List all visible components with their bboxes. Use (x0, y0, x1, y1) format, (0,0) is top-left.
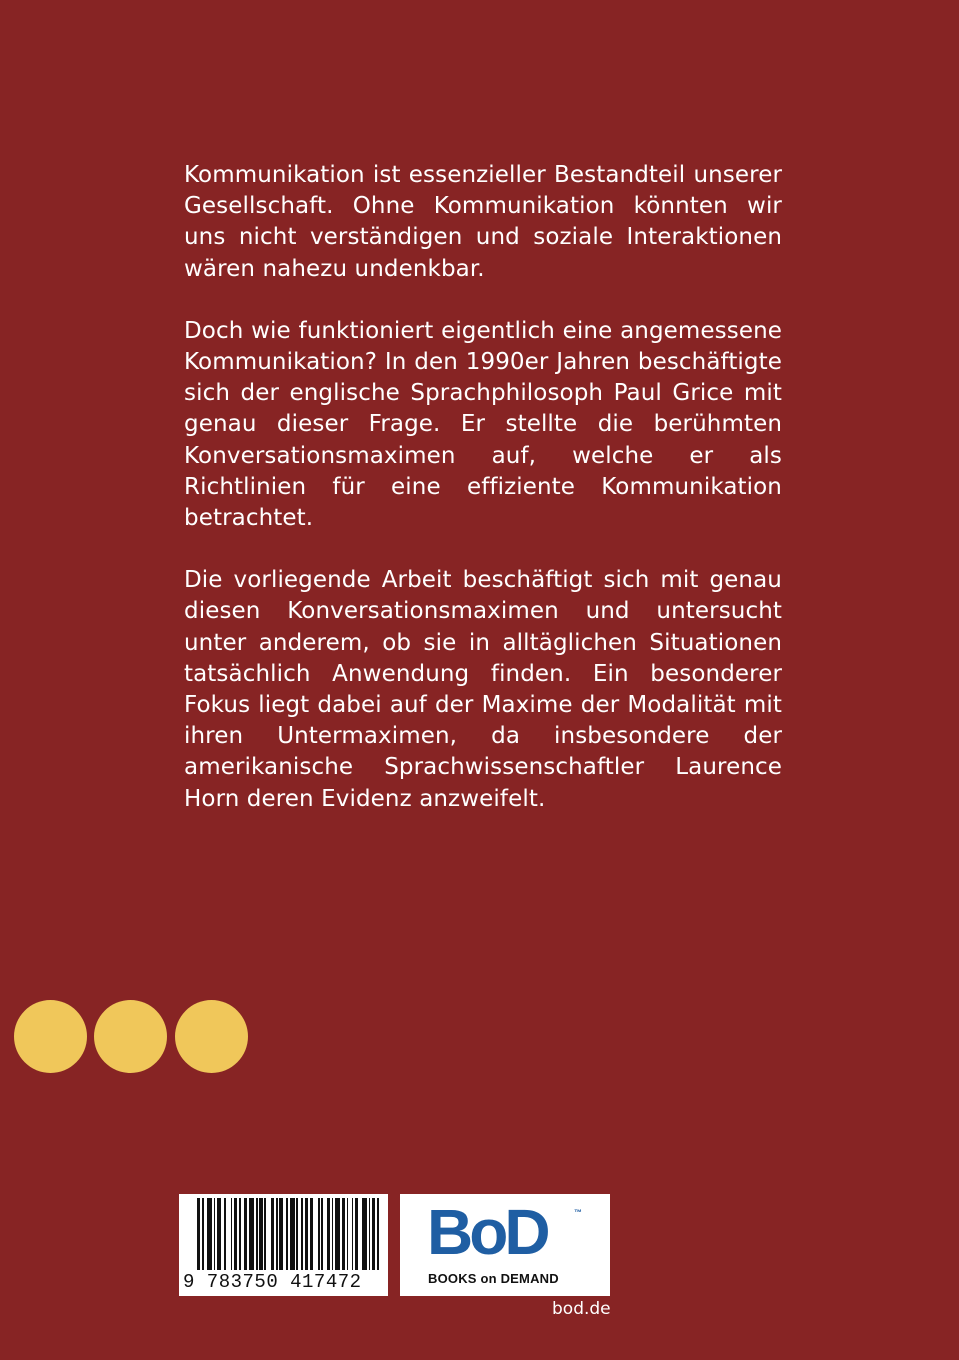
dot-circle-icon (14, 1000, 87, 1073)
publisher-tagline: BOOKS on DEMAND (428, 1271, 559, 1286)
blurb-paragraph-2: Doch wie funktioniert eigentlich eine angemessene Kommunikation? In den 1990er Jahren beschäftigte sich der englische Sprachphilosoph Paul Grice mit genau dieser Frage. Er stellte die berühmten Konversationsmaximen auf, welche er als Richtlinien für eine effiziente Kommunikation betrachtet. (184, 317, 782, 532)
barcode-digits: 9 783750 417472 (183, 1271, 362, 1293)
trademark-mark: ™ (574, 1208, 582, 1217)
decorative-dots (14, 1000, 254, 1073)
bod-logo: BoD (427, 1196, 547, 1268)
blurb-paragraph-3: Die vorliegende Arbeit beschäftigt sich mit genau diesen Konversationsmaximen und untersucht unter anderem, ob sie in alltäglichen Situationen tatsächlich Anwendung finden. Ein besonderer Fokus liegt dabei auf der Maxime der Modalität mit ihren Untermaximen, da insbesondere der amerikanische Sprachwissenschaftler Laurence Horn deren Evidenz anzweifelt. (184, 567, 782, 812)
blurb-text (184, 160, 782, 815)
blurb-paragraph-1: Kommunikation ist essenzieller Bestandteil unserer Gesellschaft. Ohne Kommunikation könnten wir uns nicht verständigen und soziale Interaktionen wären nahezu undenkbar. (184, 162, 782, 282)
isbn-barcode (179, 1194, 388, 1296)
dot-circle-icon (175, 1000, 248, 1073)
barcode-icon (197, 1198, 382, 1270)
publisher-logo-box (400, 1194, 610, 1296)
dot-circle-icon (94, 1000, 167, 1073)
publisher-website: bod.de (552, 1299, 611, 1319)
